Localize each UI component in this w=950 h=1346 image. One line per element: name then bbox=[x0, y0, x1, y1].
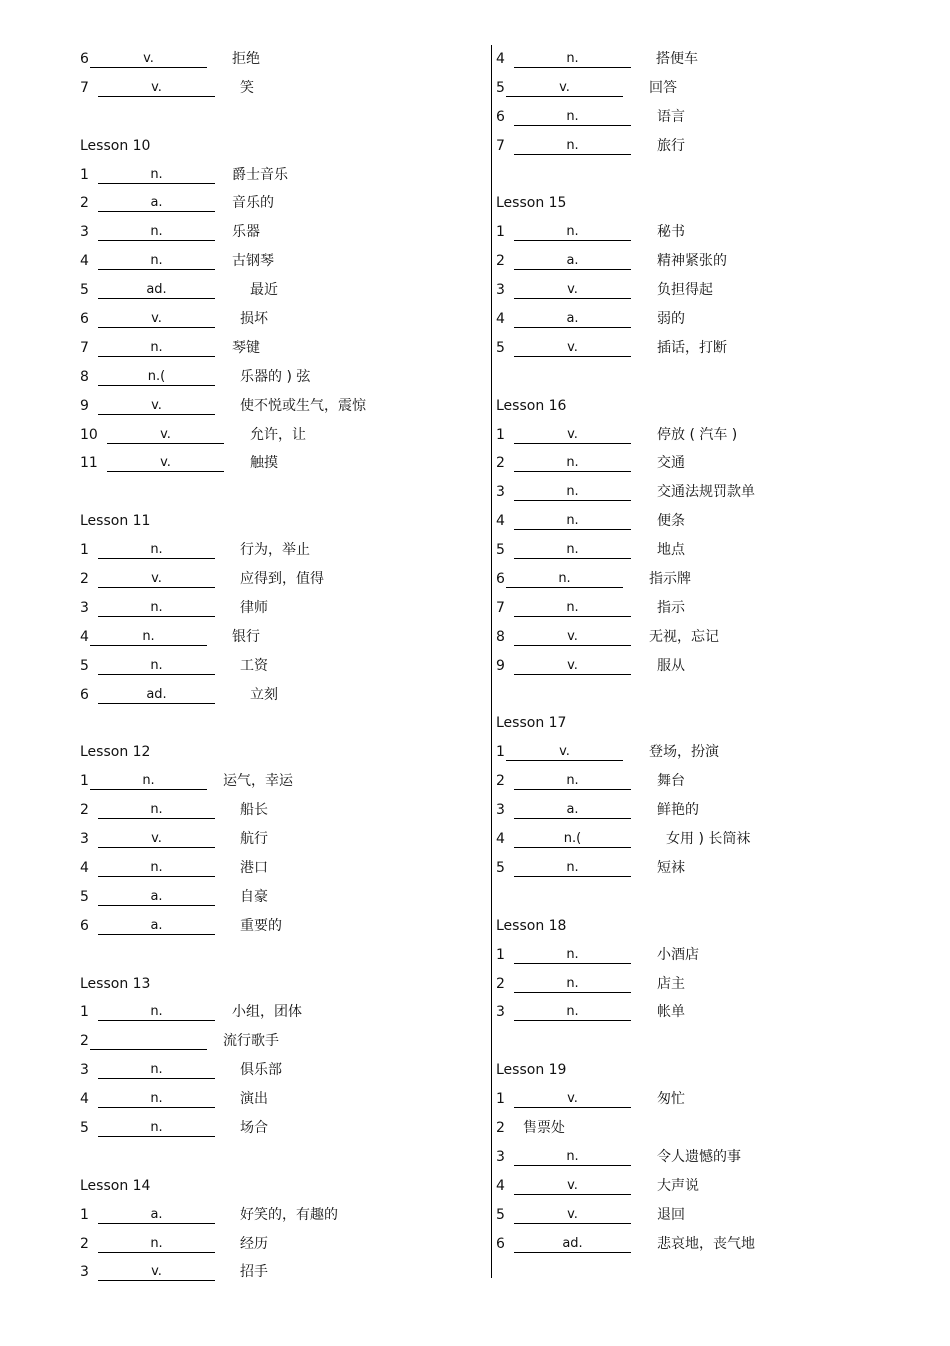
chinese-gloss: 帐单 bbox=[657, 1004, 685, 1021]
answer-blank[interactable]: a. bbox=[98, 195, 215, 212]
chinese-gloss: 停放 ( 汽车 ) bbox=[657, 426, 738, 443]
vocab-row bbox=[80, 998, 480, 1027]
lesson-heading: Lesson 16 bbox=[496, 397, 567, 414]
answer-blank[interactable]: n. bbox=[98, 802, 215, 819]
item-number: 5 bbox=[80, 282, 89, 299]
chinese-gloss: 古钢琴 bbox=[232, 253, 274, 270]
lesson-heading: Lesson 14 bbox=[80, 1177, 151, 1194]
vocab-row bbox=[80, 305, 480, 334]
item-number: 11 bbox=[80, 455, 98, 472]
chinese-gloss: 便条 bbox=[657, 513, 685, 530]
item-number: 4 bbox=[80, 253, 89, 270]
section-gap bbox=[496, 1027, 916, 1056]
answer-blank[interactable]: v. bbox=[98, 571, 215, 588]
item-number: 5 bbox=[496, 339, 505, 356]
vocab-row bbox=[80, 449, 480, 478]
answer-blank[interactable]: v. bbox=[98, 831, 215, 848]
chinese-gloss: 律师 bbox=[240, 599, 268, 616]
answer-blank[interactable]: n. bbox=[514, 513, 631, 530]
vocab-row bbox=[496, 305, 916, 334]
answer-blank[interactable]: n. bbox=[98, 1004, 215, 1021]
chinese-gloss: 指示牌 bbox=[649, 571, 691, 588]
item-number: 6 bbox=[80, 51, 89, 67]
lesson-heading-row bbox=[496, 392, 916, 421]
vocab-row bbox=[496, 1114, 916, 1143]
vocab-row bbox=[496, 1085, 916, 1114]
chinese-gloss: 笑 bbox=[240, 79, 254, 96]
item-number: 9 bbox=[496, 657, 505, 674]
vocab-row bbox=[496, 247, 916, 276]
answer-blank[interactable]: n. bbox=[514, 600, 631, 617]
item-number: 5 bbox=[496, 859, 505, 876]
item-number: 9 bbox=[80, 397, 89, 414]
answer-blank[interactable]: v. bbox=[514, 1207, 631, 1224]
vocab-row bbox=[80, 189, 480, 218]
chinese-gloss: 大声说 bbox=[657, 1177, 699, 1194]
vocab-row bbox=[496, 565, 916, 594]
item-number: 8 bbox=[80, 368, 89, 385]
item-number: 4 bbox=[80, 628, 89, 645]
item-number: 4 bbox=[80, 859, 89, 876]
item-number: 6 bbox=[80, 917, 89, 934]
item-number: 1 bbox=[80, 166, 89, 183]
chinese-gloss: 航行 bbox=[240, 831, 268, 848]
vocab-row bbox=[496, 941, 916, 970]
vocab-row bbox=[80, 161, 480, 190]
answer-blank[interactable]: n. bbox=[98, 224, 215, 241]
chinese-gloss: 插话，打断 bbox=[657, 339, 727, 356]
lesson-heading: Lesson 17 bbox=[496, 715, 567, 732]
chinese-gloss: 服从 bbox=[657, 657, 685, 674]
vocab-row bbox=[80, 796, 480, 825]
item-number: 2 bbox=[496, 253, 505, 270]
answer-blank[interactable]: v. bbox=[514, 658, 631, 675]
item-number: 2 bbox=[80, 1235, 89, 1252]
answer-blank[interactable]: ad. bbox=[98, 282, 215, 299]
chinese-gloss: 短袜 bbox=[657, 859, 685, 876]
answer-blank[interactable]: n. bbox=[98, 1236, 215, 1253]
answer-blank[interactable]: v. bbox=[506, 80, 623, 97]
item-number: 1 bbox=[496, 1091, 505, 1108]
item-number: 4 bbox=[496, 831, 505, 848]
chinese-gloss: 女用 ) 长筒袜 bbox=[666, 831, 751, 848]
vocab-row bbox=[80, 536, 480, 565]
item-number: 3 bbox=[80, 224, 89, 241]
answer-blank[interactable]: v. bbox=[514, 1178, 631, 1195]
answer-blank[interactable]: n. bbox=[506, 571, 623, 588]
answer-blank[interactable]: v. bbox=[514, 427, 631, 444]
answer-blank[interactable]: n. bbox=[514, 947, 631, 964]
vocab-row bbox=[496, 334, 916, 363]
chinese-gloss: 音乐的 bbox=[232, 195, 274, 212]
vocab-row bbox=[496, 103, 916, 132]
vocab-row bbox=[80, 1201, 480, 1230]
item-number: 1 bbox=[496, 744, 505, 761]
vocab-row bbox=[80, 1230, 480, 1259]
item-number: 5 bbox=[80, 888, 89, 905]
vocab-row bbox=[80, 623, 480, 652]
answer-blank[interactable]: v. bbox=[98, 1264, 215, 1281]
chinese-gloss: 乐器 bbox=[232, 224, 260, 241]
chinese-gloss: 秘书 bbox=[657, 224, 685, 241]
answer-blank[interactable]: n. bbox=[514, 109, 631, 126]
item-number: 3 bbox=[80, 1062, 89, 1079]
answer-blank[interactable]: v. bbox=[514, 1091, 631, 1108]
answer-blank[interactable]: a. bbox=[98, 918, 215, 935]
vocab-row bbox=[496, 218, 916, 247]
chinese-gloss: 立刻 bbox=[250, 686, 278, 703]
vocab-row bbox=[80, 247, 480, 276]
item-number: 5 bbox=[496, 79, 505, 96]
vocab-row bbox=[496, 1230, 916, 1259]
answer-blank[interactable]: n. bbox=[98, 600, 215, 617]
answer-blank[interactable]: n. bbox=[514, 542, 631, 559]
lesson-heading: Lesson 18 bbox=[496, 917, 567, 934]
answer-blank[interactable]: n. bbox=[514, 51, 631, 68]
item-number: 2 bbox=[496, 455, 505, 472]
vocab-row bbox=[496, 276, 916, 305]
lesson-heading-row bbox=[496, 189, 916, 218]
item-number: 5 bbox=[80, 1119, 89, 1136]
chinese-gloss: 登场，扮演 bbox=[649, 744, 719, 761]
item-number: 5 bbox=[80, 657, 89, 674]
chinese-gloss: 退回 bbox=[657, 1206, 685, 1223]
item-number: 3 bbox=[496, 1148, 505, 1165]
lesson-heading: Lesson 13 bbox=[80, 975, 151, 992]
vocab-row bbox=[496, 449, 916, 478]
item-number: 4 bbox=[80, 1091, 89, 1108]
answer-blank[interactable]: n.( bbox=[514, 831, 631, 848]
answer-blank[interactable]: n. bbox=[514, 1004, 631, 1021]
answer-blank[interactable]: v. bbox=[506, 744, 623, 761]
chinese-gloss: 行为，举止 bbox=[240, 542, 310, 559]
item-number: 6 bbox=[496, 108, 505, 125]
answer-blank[interactable]: a. bbox=[514, 253, 631, 270]
chinese-gloss: 港口 bbox=[240, 859, 268, 876]
answer-blank[interactable]: v. bbox=[514, 340, 631, 357]
answer-blank[interactable]: v. bbox=[514, 629, 631, 646]
answer-blank[interactable]: n. bbox=[98, 340, 215, 357]
answer-blank[interactable]: n. bbox=[90, 773, 207, 790]
item-number: 1 bbox=[80, 1206, 89, 1223]
answer-blank[interactable]: n. bbox=[514, 1149, 631, 1166]
vocab-row bbox=[80, 218, 480, 247]
chinese-gloss: 小酒店 bbox=[657, 946, 699, 963]
vocab-row bbox=[496, 970, 916, 999]
chinese-gloss: 流行歌手 bbox=[223, 1033, 279, 1050]
answer-blank[interactable]: n. bbox=[98, 1062, 215, 1079]
answer-blank[interactable]: v. bbox=[514, 282, 631, 299]
lesson-heading: Lesson 19 bbox=[496, 1062, 567, 1079]
section-gap bbox=[80, 103, 480, 132]
answer-blank[interactable]: n. bbox=[90, 629, 207, 646]
vocab-row bbox=[80, 74, 480, 103]
chinese-gloss: 演出 bbox=[240, 1091, 268, 1108]
lesson-heading: Lesson 11 bbox=[80, 513, 151, 530]
chinese-gloss: 应得到，值得 bbox=[240, 571, 324, 588]
chinese-gloss: 鲜艳的 bbox=[657, 802, 699, 819]
item-number: 6 bbox=[80, 686, 89, 703]
chinese-gloss: 售票处 bbox=[523, 1119, 565, 1136]
item-number: 4 bbox=[496, 51, 505, 67]
item-number: 3 bbox=[80, 599, 89, 616]
vocab-row bbox=[496, 825, 916, 854]
vocab-row bbox=[80, 565, 480, 594]
item-number: 5 bbox=[496, 542, 505, 559]
item-number: 1 bbox=[496, 426, 505, 443]
vocab-row bbox=[80, 767, 480, 796]
answer-blank[interactable]: n. bbox=[98, 542, 215, 559]
chinese-gloss: 重要的 bbox=[240, 917, 282, 934]
chinese-gloss: 最近 bbox=[250, 282, 278, 299]
item-number: 10 bbox=[80, 426, 98, 443]
vocab-row bbox=[80, 1258, 480, 1287]
item-number: 3 bbox=[80, 1264, 89, 1281]
item-number: 5 bbox=[496, 1206, 505, 1223]
chinese-gloss: 指示 bbox=[657, 599, 685, 616]
item-number: 3 bbox=[496, 1004, 505, 1021]
answer-blank[interactable]: n. bbox=[514, 860, 631, 877]
chinese-gloss: 损坏 bbox=[240, 311, 268, 328]
vocab-row bbox=[496, 652, 916, 681]
section-gap bbox=[80, 709, 480, 738]
vocab-row bbox=[496, 1172, 916, 1201]
vocab-row bbox=[496, 45, 916, 74]
chinese-gloss: 悲哀地，丧气地 bbox=[657, 1235, 755, 1252]
vocab-row bbox=[80, 392, 480, 421]
item-number: 1 bbox=[496, 946, 505, 963]
vocab-row bbox=[80, 334, 480, 363]
chinese-gloss: 匆忙 bbox=[657, 1091, 685, 1108]
answer-blank[interactable]: n. bbox=[514, 773, 631, 790]
chinese-gloss: 语言 bbox=[657, 108, 685, 125]
vocab-row bbox=[496, 507, 916, 536]
chinese-gloss: 乐器的 ) 弦 bbox=[240, 368, 311, 385]
answer-blank[interactable]: v. bbox=[98, 311, 215, 328]
answer-blank[interactable]: v. bbox=[107, 427, 224, 444]
item-number: 7 bbox=[80, 339, 89, 356]
answer-blank[interactable]: v. bbox=[98, 80, 215, 97]
item-number: 2 bbox=[80, 1033, 89, 1050]
item-number: 7 bbox=[80, 79, 89, 96]
chinese-gloss: 旅行 bbox=[657, 137, 685, 154]
item-number: 1 bbox=[80, 542, 89, 559]
vocab-row bbox=[496, 594, 916, 623]
section-gap bbox=[80, 1143, 480, 1172]
item-number: 3 bbox=[496, 282, 505, 299]
item-number: 4 bbox=[496, 1177, 505, 1194]
vocab-row bbox=[80, 45, 480, 74]
chinese-gloss: 无视，忘记 bbox=[649, 628, 719, 645]
vocab-row bbox=[80, 652, 480, 681]
answer-blank[interactable] bbox=[90, 1033, 207, 1050]
answer-blank[interactable]: v. bbox=[107, 455, 224, 472]
vocab-row bbox=[80, 1056, 480, 1085]
vocab-row bbox=[80, 594, 480, 623]
vocab-row bbox=[80, 1027, 480, 1056]
item-number: 2 bbox=[496, 773, 505, 790]
item-number: 7 bbox=[496, 599, 505, 616]
chinese-gloss: 自豪 bbox=[240, 888, 268, 905]
chinese-gloss: 交通 bbox=[657, 455, 685, 472]
answer-blank[interactable]: v. bbox=[98, 398, 215, 415]
lesson-heading-row bbox=[496, 709, 916, 738]
vocab-row bbox=[80, 1114, 480, 1143]
item-number: 2 bbox=[80, 571, 89, 588]
left-column bbox=[80, 45, 480, 1287]
lesson-heading-row bbox=[80, 970, 480, 999]
answer-blank[interactable]: ad. bbox=[514, 1236, 631, 1253]
chinese-gloss: 舞台 bbox=[657, 773, 685, 790]
vocab-row bbox=[496, 536, 916, 565]
lesson-heading-row bbox=[496, 912, 916, 941]
chinese-gloss: 回答 bbox=[649, 79, 677, 96]
lesson-heading-row bbox=[80, 507, 480, 536]
section-gap bbox=[496, 161, 916, 190]
vocab-row bbox=[496, 1201, 916, 1230]
chinese-gloss: 场合 bbox=[240, 1119, 268, 1136]
chinese-gloss: 交通法规罚款单 bbox=[657, 484, 755, 501]
lesson-heading: Lesson 10 bbox=[80, 137, 151, 154]
vocab-row bbox=[496, 738, 916, 767]
chinese-gloss: 招手 bbox=[240, 1264, 268, 1281]
lesson-heading-row bbox=[80, 1172, 480, 1201]
item-number: 6 bbox=[496, 1235, 505, 1252]
item-number: 2 bbox=[496, 975, 505, 992]
answer-blank[interactable]: ad. bbox=[98, 687, 215, 704]
answer-blank[interactable]: n. bbox=[514, 224, 631, 241]
chinese-gloss: 触摸 bbox=[250, 455, 278, 472]
section-gap bbox=[80, 478, 480, 507]
item-number: 1 bbox=[80, 1004, 89, 1021]
chinese-gloss: 弱的 bbox=[657, 311, 685, 328]
answer-blank[interactable]: a. bbox=[98, 1207, 215, 1224]
chinese-gloss: 店主 bbox=[657, 975, 685, 992]
lesson-heading: Lesson 15 bbox=[496, 195, 567, 212]
chinese-gloss: 拒绝 bbox=[232, 51, 260, 67]
column-divider bbox=[491, 45, 492, 1278]
answer-blank[interactable]: v. bbox=[90, 51, 207, 68]
answer-blank[interactable]: a. bbox=[514, 311, 631, 328]
chinese-gloss: 搭便车 bbox=[656, 51, 698, 67]
item-number: 3 bbox=[80, 831, 89, 848]
answer-blank[interactable]: n. bbox=[98, 253, 215, 270]
item-number: 2 bbox=[496, 1119, 505, 1136]
vocab-row bbox=[80, 912, 480, 941]
chinese-gloss: 俱乐部 bbox=[240, 1062, 282, 1079]
vocab-row bbox=[496, 421, 916, 450]
chinese-gloss: 允许，让 bbox=[250, 426, 306, 443]
chinese-gloss: 船长 bbox=[240, 802, 268, 819]
chinese-gloss: 使不悦或生气，震惊 bbox=[240, 397, 366, 414]
section-gap bbox=[496, 363, 916, 392]
item-number: 6 bbox=[496, 571, 505, 588]
answer-blank[interactable]: n. bbox=[98, 658, 215, 675]
item-number: 1 bbox=[496, 224, 505, 241]
item-number: 4 bbox=[496, 513, 505, 530]
vocab-row bbox=[80, 883, 480, 912]
chinese-gloss: 工资 bbox=[240, 657, 268, 674]
vocab-row bbox=[80, 276, 480, 305]
chinese-gloss: 琴键 bbox=[232, 339, 260, 356]
item-number: 6 bbox=[80, 311, 89, 328]
answer-blank[interactable]: a. bbox=[514, 802, 631, 819]
chinese-gloss: 负担得起 bbox=[657, 282, 713, 299]
vocab-row bbox=[496, 998, 916, 1027]
item-number: 3 bbox=[496, 484, 505, 501]
item-number: 3 bbox=[496, 802, 505, 819]
answer-blank[interactable]: n. bbox=[514, 484, 631, 501]
answer-blank[interactable]: n. bbox=[514, 455, 631, 472]
chinese-gloss: 地点 bbox=[657, 542, 685, 559]
vocab-row bbox=[80, 363, 480, 392]
chinese-gloss: 爵士音乐 bbox=[232, 166, 288, 183]
item-number: 1 bbox=[80, 773, 89, 790]
answer-blank[interactable]: n. bbox=[98, 1120, 215, 1137]
item-number: 4 bbox=[496, 311, 505, 328]
vocab-row bbox=[496, 478, 916, 507]
section-gap bbox=[496, 681, 916, 710]
right-column bbox=[496, 45, 916, 1258]
lesson-heading-row bbox=[80, 738, 480, 767]
vocab-row bbox=[80, 421, 480, 450]
vocab-row bbox=[80, 681, 480, 710]
vocab-row bbox=[496, 623, 916, 652]
vocab-row bbox=[80, 825, 480, 854]
vocab-row bbox=[496, 132, 916, 161]
answer-blank[interactable]: n. bbox=[98, 860, 215, 877]
item-number: 7 bbox=[496, 137, 505, 154]
vocab-row bbox=[496, 1143, 916, 1172]
item-number: 8 bbox=[496, 628, 505, 645]
lesson-heading-row bbox=[496, 1056, 916, 1085]
section-gap bbox=[80, 941, 480, 970]
item-number: 2 bbox=[80, 802, 89, 819]
vocab-row bbox=[80, 854, 480, 883]
answer-blank[interactable]: n. bbox=[98, 1091, 215, 1108]
chinese-gloss: 好笑的，有趣的 bbox=[240, 1206, 338, 1223]
vocab-row bbox=[496, 796, 916, 825]
answer-blank[interactable]: n. bbox=[98, 167, 215, 184]
vocab-row bbox=[80, 1085, 480, 1114]
chinese-gloss: 小组，团体 bbox=[232, 1004, 302, 1021]
chinese-gloss: 经历 bbox=[240, 1235, 268, 1252]
lesson-heading: Lesson 12 bbox=[80, 744, 151, 761]
chinese-gloss: 令人遗憾的事 bbox=[657, 1148, 741, 1165]
chinese-gloss: 运气，幸运 bbox=[223, 773, 293, 790]
lesson-heading-row bbox=[80, 132, 480, 161]
chinese-gloss: 精神紧张的 bbox=[657, 253, 727, 270]
vocab-row bbox=[496, 767, 916, 796]
answer-blank[interactable]: n. bbox=[514, 138, 631, 155]
section-gap bbox=[496, 883, 916, 912]
item-number: 2 bbox=[80, 195, 89, 212]
answer-blank[interactable]: a. bbox=[98, 889, 215, 906]
answer-blank[interactable]: n.( bbox=[98, 369, 215, 386]
chinese-gloss: 银行 bbox=[232, 628, 260, 645]
vocab-row bbox=[496, 854, 916, 883]
answer-blank[interactable]: n. bbox=[514, 976, 631, 993]
vocab-row bbox=[496, 74, 916, 103]
